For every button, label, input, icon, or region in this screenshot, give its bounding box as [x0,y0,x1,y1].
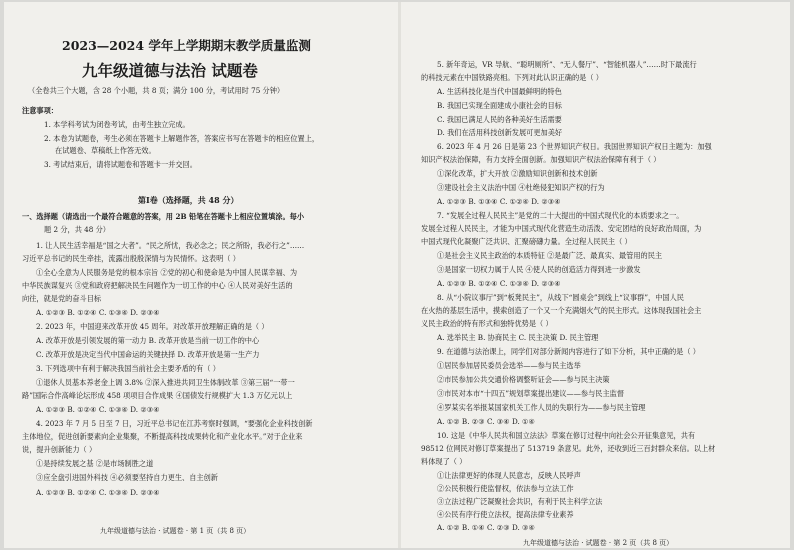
question-line: ①是社会主义民主政治的本质特征 ②是最广泛、最真实、最管用的民主 [437,251,663,260]
question-line: ③立法过程广泛凝聚社会共识，有利于民主科学立法 [437,497,603,506]
question-line: 发展全过程人民民主，才能为中国式现代化营造生动活泼、安定团结的良好政治局面，为 [421,224,702,233]
exam-sheet [4,2,790,548]
question-line: 知识产权法治保障，有力支持全面创新。加强知识产权法治保障有利于（ ） [421,155,661,164]
notice-line: 1. 本学科考试为闭卷考试，由考生独立完成。 [44,120,190,129]
answer-options: A. 选举民主 B. 协商民主 C. 民主决策 D. 民主管理 [437,333,599,342]
answer-options: A. ①②③ B. ①②④ C. ①③④ D. ②③④ [36,308,160,317]
question-line: ①居民参加居民委员会选举——参与民主选举 [437,361,581,370]
exam-title: 2023—2024 学年上学期期末教学质量监测 [62,38,311,53]
question-line: ①让法律更好的体现人民意志，反映人民呼声 [437,471,581,480]
question-line: 7. “发展全过程人民民主”是党的二十大提出的中国式现代化的本质要求之一。 [437,211,684,220]
question-line: 6. 2023 年 4 月 26 日是第 23 个世界知识产权日。我国世界知识产权日主题为：加强 [437,142,712,151]
question-line: 98512 位网民对修订草案提出了 513719 条意见。此外，还收到近三百封群众来信。以上材 [421,444,716,453]
question-line: ④罗某实名举报某国家机关工作人员的失职行为——参与民主管理 [437,403,646,412]
answer-options: A. ①② B. ②③ C. ③④ D. ①④ [437,417,535,426]
question-line: 8. 从“小院议事厅”到“板凳民主”，从线下“圆桌会”到线上“议事群”，中国人民 [437,293,684,302]
answer-options: A. ①②③ B. ①③④ C. ①②④ D. ②③④ [437,197,561,206]
question-line: 1. 让人民生活幸福是“国之大者”。“民之所忧，我必念之；民之所盼，我必行之”…… [36,241,305,250]
question-line: ①退休人员基本养老金上调 3.8% ②深入推进共同卫生体制改革 ③第三届“一带一 [36,378,295,387]
page-2 [411,2,781,548]
question-line: 说，提升创新能力（ ） [22,445,97,454]
notice-line: 3. 考试结束后，请将试题卷和答题卡一并交回。 [44,160,197,169]
answer-options: A. ①②③ B. ①②④ C. ①③④ D. ②③④ [36,488,160,497]
notice-heading: 注意事项： [22,106,58,115]
question-line: 路”国际合作高峰论坛形成 458 项项目合作成果 ④国债发行规模扩大 1.3 万亿元以上 [22,391,293,400]
notice-line: 在试题卷、草稿纸上作答无效。 [55,146,156,155]
question-line: 向往，就是党的奋斗目标 [22,294,102,303]
question-line: 在火热的基层生活中，摸索创造了一个又一个充满烟火气的民主形式。这体现我国社会主 [421,306,702,315]
answer-option: A. 生活科技化是当代中国最鲜明的特色 [437,87,562,96]
notice-line: 2. 本卷为试题卷，考生必须在答题卡上解题作答，答案应书写在答题卡的相应位置上， [44,134,320,143]
question-line: 9. 在道德与法治课上，同学们对部分新闻内容进行了如下分析，其中正确的是（ ） [437,347,700,356]
question-line: ③是国家一切权力属于人民 ④使人民的创造活力得到进一步激发 [437,265,641,274]
page-footer: 九年级道德与法治 · 试题卷 · 第 1 页（共 8 页） [100,527,251,535]
question-line: ①全心全意为人民服务是党的根本宗旨 ②党的初心和使命是为中国人民谋幸福、为 [36,268,298,277]
question-line: 2. 2023 年，中国迎来改革开放 45 周年。对改革开放理解正确的是（ ） [36,322,269,331]
question-line: ③应全盘引进国外科技 ④必须要坚持自力更生、自主创新 [36,473,218,482]
section-heading: 一、选择题（请选出一个最符合题意的答案，用 2B 铅笔在答题卡上相应位置填涂。每小 [22,212,305,221]
question-line: 3. 下列选项中有利于解决我国当前社会主要矛盾的有（ ） [36,364,220,373]
answer-option: B. 我国已实现全面建成小康社会的目标 [437,101,562,110]
answer-option: C. 我国已满足人民的各种美好生活需要 [437,115,562,124]
exam-subtitle: （全卷共三个大题，含 28 个小题，共 8 页；满分 100 分，考试用时 75 分钟） [28,86,285,95]
question-line: 的科技元素在中国铁路亮相。下列对此认识正确的是（ ） [421,73,603,82]
question-line: 中华民族谋复兴 ③党和政府把解决民生问题作为一切工作的中心 ④人民对美好生活的 [22,281,293,290]
answer-options: A. ①②③ B. ①②④ C. ①③④ D. ②③④ [36,405,160,414]
question-line: ②公民积极行使监督权，依法参与立法工作 [437,484,574,493]
answer-options: A. 改革开放是引领发展的第一动力 B. 改革开放是当前一切工作的中心 [36,336,260,345]
question-line: 主体地位，促进创新要素向企业集聚，不断提高科技成果转化和产业化水平。”对于企业来 [22,432,303,441]
page-footer: 九年级道德与法治 · 试题卷 · 第 2 页（共 8 页） [523,539,674,547]
answer-options: A. ①② B. ①④ C. ②③ D. ③④ [437,523,535,532]
question-line: 5. 新年奇运，VR 导航、“聪明厕所”、“无人餐厅”、“智能机器人”……时下最流行 [437,60,697,69]
question-line: 4. 2023 年 7 月 5 日至 7 日，习近平总书记在江苏考察时强调，“要强化企业科技创新 [36,419,313,428]
question-line: ③市民对本市“十四五”规划草案提出建议——参与民主监督 [437,389,625,398]
question-line: 习近平总书记的民生牵挂，流露出殷殷深情与为民情怀。这表明（ ） [22,254,240,263]
answer-option: D. 我们在活用科技创新发展可更加美好 [437,128,563,137]
page-1 [18,2,390,548]
question-line: 中国式现代化凝聚广泛共识、汇聚磅礴力量。全过程人民民主（ ） [421,237,632,246]
answer-options: C. 改革开放是决定当代中国命运的关键抉择 D. 改革开放是第一生产力 [36,350,260,359]
question-line: ③建设社会主义法治中国 ④杜绝侵犯知识产权的行为 [437,183,605,192]
subject-title: 九年级道德与法治 试题卷 [82,61,258,80]
question-line: ②市民参加公共交通价格调整听证会——参与民主决策 [437,375,610,384]
question-line: ①深化改革，扩大开放 ②激励知识创新和技术创新 [437,169,598,178]
answer-options: A. ①②③ B. ①②④ C. ①③④ D. ②③④ [437,279,561,288]
page-divider [398,2,401,548]
section-heading-cont: 题 2 分，共 48 分） [44,225,110,234]
question-line: 10. 这是《中华人民共和国立法法》草案在修订过程中向社会公开征集意见，共有 [437,431,696,440]
question-line: ④公民有序行使立法权，提高法律专业素养 [437,510,574,519]
question-line: 料体现了（ ） [421,457,467,466]
question-line: ①是持续发展之基 ②是市场制胜之道 [36,459,154,468]
question-line: 义民主政治的特有形式和独特优势是（ ） [421,319,553,328]
part-heading: 第Ⅰ卷（选择题，共 48 分） [138,195,239,205]
